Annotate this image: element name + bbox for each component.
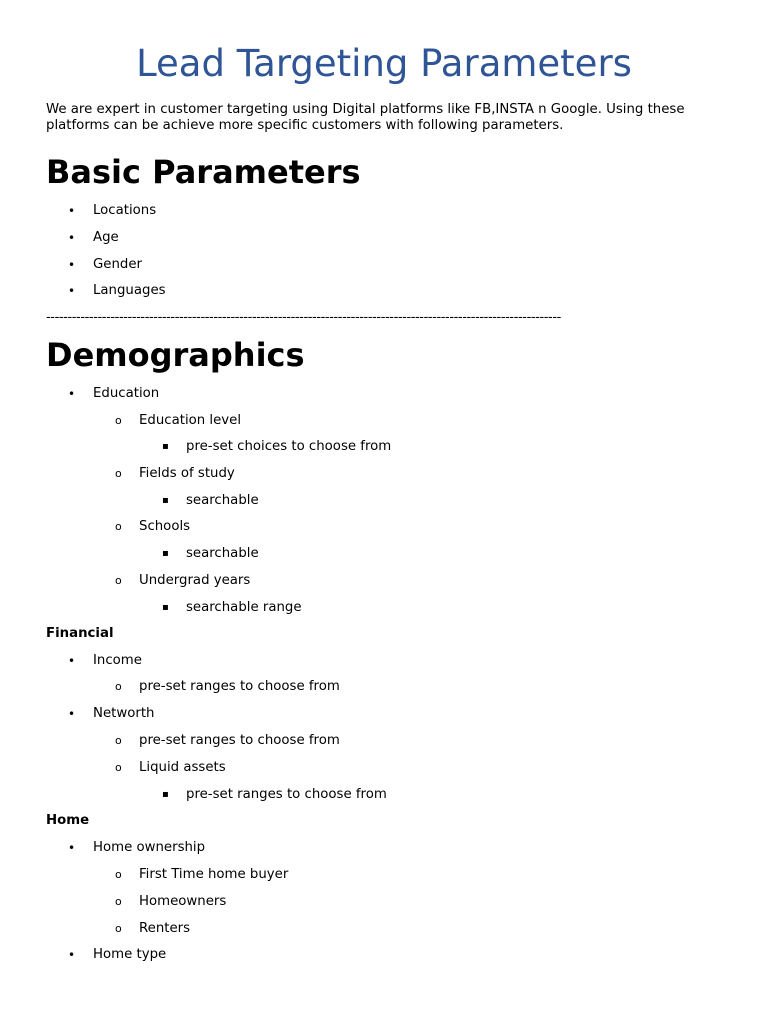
list-item-label: Education level	[139, 413, 242, 428]
list-item	[115, 465, 235, 483]
bullet-marker: •	[68, 707, 76, 721]
list-item-label: pre-set ranges to choose from	[186, 787, 387, 802]
list-item-label: Age	[93, 230, 119, 245]
list-item	[162, 599, 302, 617]
list-item-label: pre-set ranges to choose from	[139, 679, 340, 694]
list-item	[162, 545, 259, 563]
list-item-label: Home ownership	[93, 840, 206, 855]
square-marker: ▪	[162, 789, 169, 800]
list-item-label: searchable range	[186, 600, 302, 615]
circle-marker: o	[115, 868, 122, 881]
list-item	[115, 759, 226, 777]
list-item-label: Income	[93, 653, 142, 668]
circle-marker: o	[115, 895, 122, 908]
list-item-label: Education	[93, 386, 160, 401]
dashed-separator: ------------------------------------------------------------------------------------------------------------------------	[46, 310, 561, 325]
list-item	[115, 572, 251, 590]
list-item	[68, 839, 206, 857]
list-item-label: First Time home buyer	[139, 867, 289, 882]
list-item	[68, 652, 142, 670]
list-item	[68, 256, 142, 274]
list-item-label: Undergrad years	[139, 573, 251, 588]
list-item	[115, 412, 242, 430]
intro-paragraph: We are expert in customer targeting using Digital platforms like FB,INSTA n Google. Using these platforms can be achieve more specific customers with following parameters.	[46, 102, 685, 133]
circle-marker: o	[115, 761, 122, 774]
financial-heading: Financial	[46, 626, 114, 641]
circle-marker: o	[115, 922, 122, 935]
demographics-heading: Demographics	[46, 336, 305, 374]
list-item-label: Languages	[93, 283, 166, 298]
list-item-label: Fields of study	[139, 466, 235, 481]
bullet-marker: •	[68, 231, 76, 245]
list-item-label: Locations	[93, 203, 157, 218]
bullet-marker: •	[68, 654, 76, 668]
page-title: Lead Targeting Parameters	[136, 42, 632, 85]
square-marker: ▪	[162, 548, 169, 559]
list-item-label: Home type	[93, 947, 167, 962]
bullet-marker: •	[68, 204, 76, 218]
circle-marker: o	[115, 520, 122, 533]
list-item-label: pre-set choices to choose from	[186, 439, 392, 454]
list-item	[68, 282, 166, 300]
list-item-label: Networth	[93, 706, 155, 721]
bullet-marker: •	[68, 258, 76, 272]
square-marker: ▪	[162, 602, 169, 613]
list-item-label: Gender	[93, 257, 142, 272]
list-item-label: Liquid assets	[139, 760, 226, 775]
list-item-education	[68, 385, 160, 403]
bullet-marker: •	[68, 948, 76, 962]
circle-marker: o	[115, 414, 122, 427]
list-item	[162, 438, 392, 456]
circle-marker: o	[115, 467, 122, 480]
list-item	[68, 229, 119, 247]
list-item	[115, 518, 191, 536]
list-item-label: Renters	[139, 921, 191, 936]
list-item-label: searchable	[186, 546, 259, 561]
circle-marker: o	[115, 574, 122, 587]
list-item-label: Homeowners	[139, 894, 227, 909]
circle-marker: o	[115, 680, 122, 693]
square-marker: ▪	[162, 441, 169, 452]
list-item	[68, 202, 157, 220]
list-item-label: Schools	[139, 519, 191, 534]
bullet-marker: •	[68, 841, 76, 855]
bullet-marker: •	[68, 387, 76, 401]
list-item	[115, 920, 191, 938]
list-item	[162, 786, 387, 804]
basic-parameters-heading: Basic Parameters	[46, 153, 361, 191]
list-item	[115, 866, 289, 884]
list-item	[115, 678, 340, 696]
home-heading: Home	[46, 813, 90, 828]
list-item	[68, 705, 155, 723]
bullet-marker: •	[68, 284, 76, 298]
list-item-label: searchable	[186, 493, 259, 508]
circle-marker: o	[115, 734, 122, 747]
square-marker: ▪	[162, 495, 169, 506]
list-item	[115, 893, 227, 911]
list-item	[68, 946, 167, 964]
list-item-label: pre-set ranges to choose from	[139, 733, 340, 748]
list-item	[115, 732, 340, 750]
list-item	[162, 492, 259, 510]
